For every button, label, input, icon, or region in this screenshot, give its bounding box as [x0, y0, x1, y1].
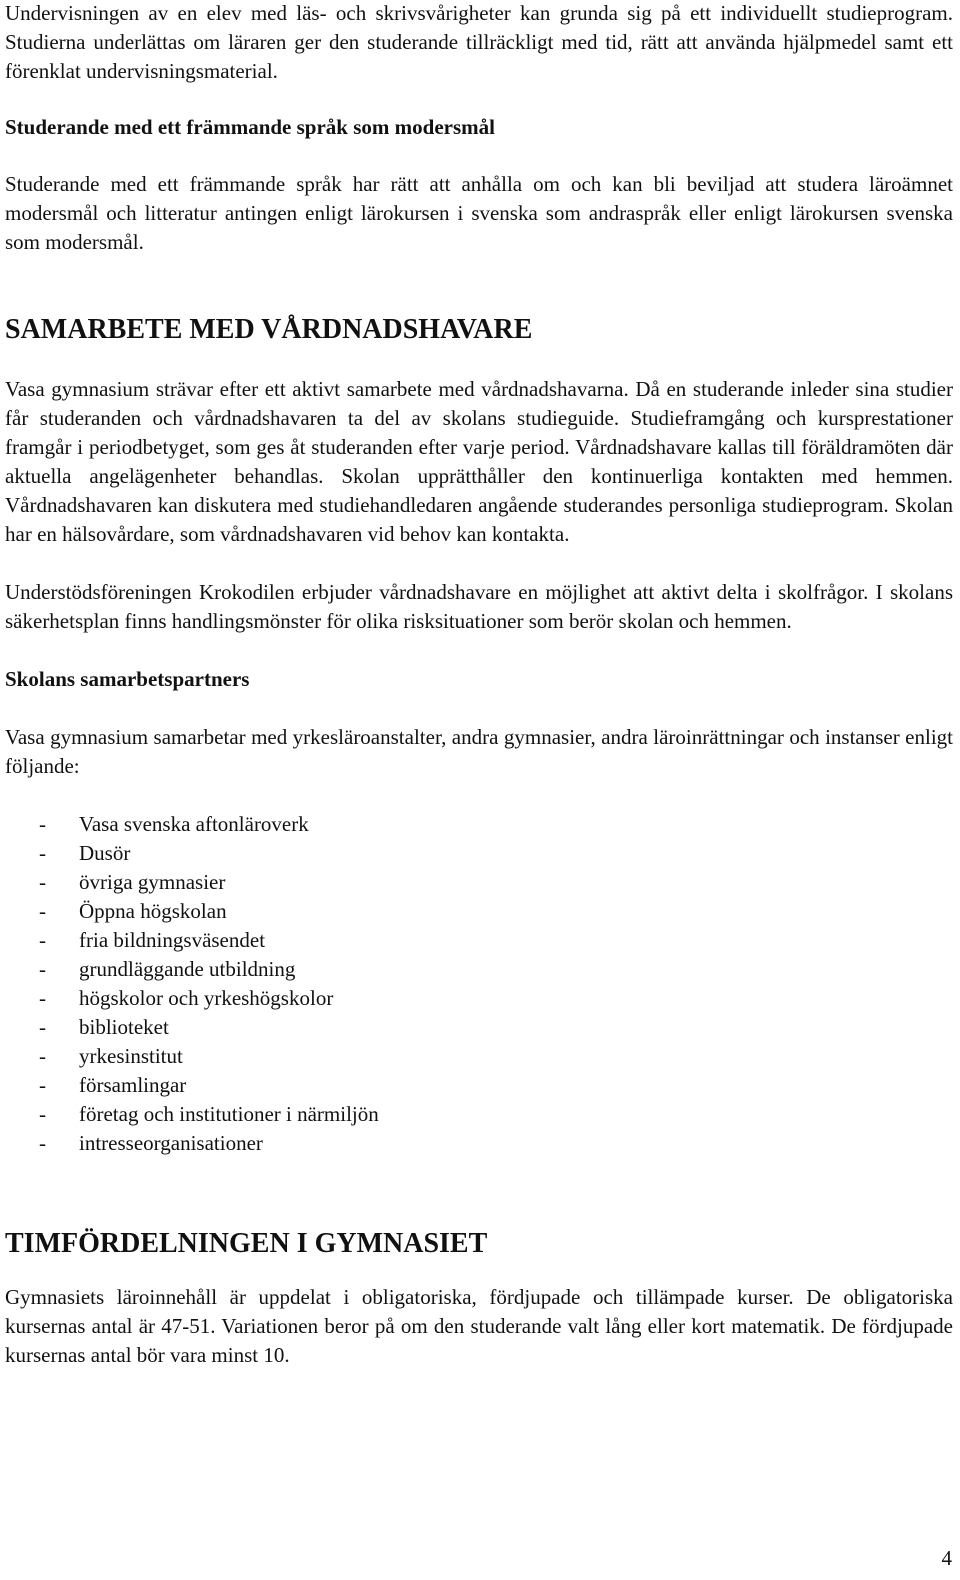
- list-item: [5, 955, 953, 984]
- list-bullet: -: [39, 1131, 46, 1155]
- list-bullet: -: [39, 841, 46, 865]
- section-heading-samarbete: SAMARBETE MED VÅRDNADSHAVARE: [5, 314, 533, 345]
- list-item: [5, 1013, 953, 1042]
- page-number: 4: [941, 1546, 952, 1570]
- section-heading-timfordelning: TIMFÖRDELNINGEN I GYMNASIET: [5, 1228, 488, 1259]
- list-bullet: -: [39, 928, 46, 952]
- list-item-text: intresseorganisationer: [79, 1131, 263, 1155]
- list-item-text: Vasa svenska aftonläroverk: [79, 812, 309, 836]
- list-item-text: församlingar: [79, 1073, 187, 1097]
- list-bullet: -: [39, 812, 46, 836]
- list-bullet: -: [39, 1015, 46, 1039]
- list-item: [5, 984, 953, 1013]
- timfordelning-paragraph: Gymnasiets läroinnehåll är uppdelat i obligatoriska, fördjupade och tillämpade kurser. De obligatoriska kursernas antal är 47-51. Variationen beror på om den studerande valt lång eller kort matematik. De fördjupade kursernas antal bör vara minst 10.: [5, 1285, 953, 1367]
- list-bullet: -: [39, 870, 46, 894]
- list-item: [5, 926, 953, 955]
- list-item-text: Dusör: [79, 841, 131, 865]
- list-item-text: högskolor och yrkeshögskolor: [79, 986, 334, 1010]
- list-item-text: yrkesinstitut: [79, 1044, 183, 1068]
- list-item-text: biblioteket: [79, 1015, 169, 1039]
- list-item-text: Öppna högskolan: [79, 899, 227, 923]
- list-bullet: -: [39, 986, 46, 1010]
- list-item: [5, 897, 953, 926]
- list-bullet: -: [39, 1073, 46, 1097]
- list-item: [5, 1042, 953, 1071]
- list-item-text: grundläggande utbildning: [79, 957, 296, 981]
- list-item: [5, 868, 953, 897]
- list-bullet: -: [39, 1102, 46, 1126]
- intro-paragraph: Undervisningen av en elev med läs- och skrivsvårigheter kan grunda sig på ett individuellt studieprogram. Studierna underlättas om läraren ger den studerande tillräckligt med tid, rätt att använda hjälpmedel samt ett förenklat undervisningsmaterial.: [5, 1, 953, 83]
- list-bullet: -: [39, 1044, 46, 1068]
- list-item-text: övriga gymnasier: [79, 870, 226, 894]
- partners-intro-paragraph: Vasa gymnasium samarbetar med yrkesläroanstalter, andra gymnasier, andra läroinrättningar och instanser enligt följande:: [5, 725, 953, 778]
- list-item: [5, 1100, 953, 1129]
- section-heading-partners: Skolans samarbetspartners: [5, 667, 250, 691]
- list-item: [5, 810, 953, 839]
- list-item: [5, 1071, 953, 1100]
- document-page: [5, 0, 953, 1370]
- list-item: [5, 1129, 953, 1158]
- list-item-text: företag och institutioner i närmiljön: [79, 1102, 379, 1126]
- studerande-paragraph: Studerande med ett främmande språk har rätt att anhålla om och kan bli beviljad att studera läroämnet modersmål och litteratur antingen enligt lärokursen i svenska som andraspråk eller enligt lärokursen svenska som modersmål.: [5, 172, 953, 254]
- list-bullet: -: [39, 957, 46, 981]
- samarbete-paragraph-2: Understödsföreningen Krokodilen erbjuder vårdnadshavare en möjlighet att aktivt delta i skolfrågor. I skolans säkerhetsplan finns handlingsmönster för olika risksituationer som berör skolan och hemmen.: [5, 580, 953, 633]
- list-item-text: fria bildningsväsendet: [79, 928, 266, 952]
- list-item: [5, 839, 953, 868]
- samarbete-paragraph-1: Vasa gymnasium strävar efter ett aktivt samarbete med vårdnadshavarna. Då en studerande inleder sina studier får studeranden och vårdnadshavaren ta del av skolans studieguide. Studieframgång och kursprestationer framgår i periodbetyget, som ges åt studeranden efter varje period. Vårdnadshavare kallas till föräldramöten där aktuella angelägenheter behandlas. Skolan upprätthåller den kontinuerliga kontakten med hemmen. Vårdnadshavaren kan diskutera med studiehandledaren angående studerandes personliga studieprogram. Skolan har en hälsovårdare, som vårdnadshavaren vid behov kan kontakta.: [5, 377, 953, 546]
- section-heading-studerande: Studerande med ett främmande språk som modersmål: [5, 115, 495, 139]
- list-bullet: -: [39, 899, 46, 923]
- partners-list: [5, 810, 953, 1158]
